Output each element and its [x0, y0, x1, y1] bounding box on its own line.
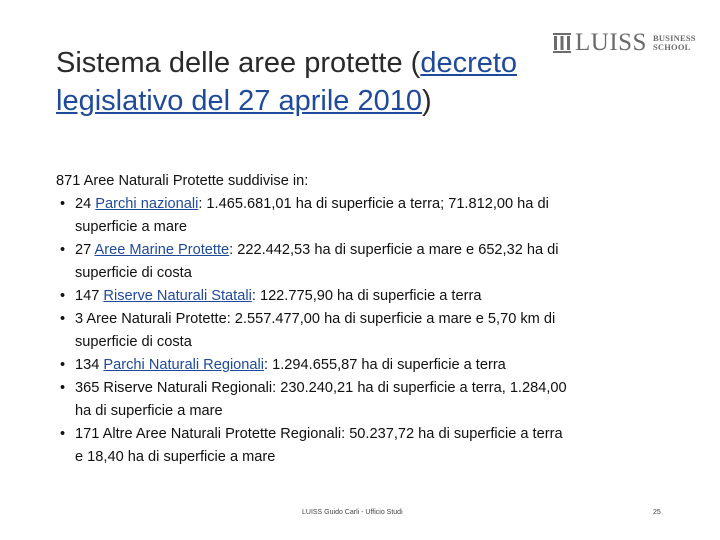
item-text: superficie a mare: [75, 219, 187, 235]
item-text: e 18,40 ha di superficie a mare: [75, 449, 276, 465]
logo-sub-line-1: BUSINESS: [652, 33, 696, 43]
list-item: [56, 308, 676, 354]
item-text: ha di superficie a mare: [75, 403, 223, 419]
title-link-decreto[interactable]: decreto: [420, 47, 518, 79]
bullet-dot: •: [60, 380, 66, 396]
link-riserve-naturali-statali[interactable]: Riserve Naturali Statali: [103, 288, 252, 304]
list-item: [56, 285, 676, 308]
list-item: [56, 354, 676, 377]
list-item: [56, 377, 676, 423]
bullet-dot: •: [60, 311, 66, 327]
bullet-dot: •: [60, 242, 66, 258]
item-text: 171 Altre Aree Naturali Protette Regionali: 50.237,72 ha di superficie a terra: [75, 426, 563, 442]
item-text: : 122.775,90 ha di superficie a terra: [251, 288, 482, 304]
logo-sub-line-2: SCHOOL: [652, 42, 691, 52]
item-text: superficie di costa: [75, 265, 192, 281]
footer-text: LUISS Guido Carli - Ufficio Studi: [302, 509, 403, 516]
title-link-legislativo[interactable]: legislativo del 27 aprile 2010: [56, 85, 422, 117]
item-text: 3 Aree Naturali Protette: 2.557.477,00 ha di superficie a mare e 5,70 km di: [75, 311, 556, 327]
logo-word: LUISS: [575, 29, 647, 56]
list-item: [56, 239, 676, 285]
bullet-list: [56, 193, 676, 469]
bullet-dot: •: [60, 426, 66, 442]
slide-title: [56, 44, 556, 120]
item-text: : 1.465.681,01 ha di superficie a terra; 71.812,00 ha di: [198, 196, 549, 212]
list-item: [56, 423, 676, 469]
bullet-dot: •: [60, 357, 66, 373]
page-number: 25: [653, 509, 661, 516]
intro-text: 871 Aree Naturali Protette suddivise in:: [56, 173, 309, 189]
item-text: : 222.442,53 ha di superficie a mare e 652,32 ha di: [229, 242, 559, 258]
bullet-dot: •: [60, 196, 66, 212]
link-aree-marine-protette[interactable]: Aree Marine Protette: [94, 242, 230, 258]
title-suffix: ): [421, 85, 432, 117]
bullet-dot: •: [60, 288, 66, 304]
item-text: 365 Riserve Naturali Regionali: 230.240,21 ha di superficie a terra, 1.284,00: [75, 380, 567, 396]
luiss-logo: [553, 30, 696, 56]
link-parchi-nazionali[interactable]: Parchi nazionali: [95, 196, 199, 212]
link-parchi-naturali-regionali[interactable]: Parchi Naturali Regionali: [103, 357, 265, 373]
item-text: superficie di costa: [75, 334, 192, 350]
logo-subtitle: [653, 34, 696, 52]
slide-body: [56, 170, 676, 469]
item-text: 27: [75, 242, 95, 258]
item-text: 134: [75, 357, 104, 373]
item-text: : 1.294.655,87 ha di superficie a terra: [264, 357, 506, 373]
item-text: 24: [75, 196, 96, 212]
title-prefix: Sistema delle aree protette (: [56, 47, 421, 79]
columns-icon: [553, 33, 571, 53]
list-item: [56, 193, 676, 239]
item-text: 147: [75, 288, 104, 304]
